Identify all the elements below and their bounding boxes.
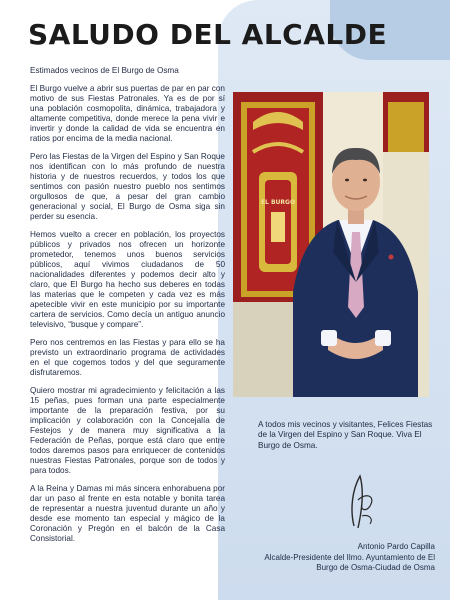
paragraph: Pero las Fiestas de la Virgen del Espino y San Roque nos identifican con lo más profundo de nuestra historia y de nuestros recuerdos, y todos los que sentimos con pasión nuestro pueblo nos sentimos orgullosos de que, a pesar del gran cambio generacional y social, El Burgo de Osma siga sin perder su esencia. [30,152,225,221]
page-title: SALUDO DEL ALCALDE [28,18,388,51]
paragraph: Hemos vuelto a crecer en población, los proyectos públicos y privados nos ofrecen un horizonte prometedor, tenemos unos buenos servicios públicos, aquí vivimos ciudadanos de 50 nacionalidades diferentes y podemos decir alto y claro, que El Burgo ha hecho sus deberes en todas las materias que le competen y cada vez es más apetecible vivir en este municipio por su importante cartera de servicios. Como decía un antiguo anuncio televisivo, “busque y compare”. [30,230,225,329]
signature-mark [340,470,380,532]
paragraph: Quiero mostrar mi agradecimiento y felicitación a las 15 peñas, pues forman una parte especialmente importante de la preparación festiva, por su implicación y colaboración con la Concejalía de Festejos y de manera muy significativa a la Federación de Peñas, porque está claro que entre todos daremos pasos para enriquecer de contenidos nuestras Fiestas Patronales, porque son de todos y para todos. [30,386,225,475]
letter-body [30,66,225,552]
mayor-photo [233,92,429,397]
banner-text: EL BURGO [260,199,296,206]
greeting: Estimados vecinos de El Burgo de Osma [30,66,179,75]
paragraph: El Burgo vuelve a abrir sus puertas de par en par con motivo de sus Fiestas Patronales. Ya es de por sí una población cosmopolita, dinámica, trabajadora y altamente competitiva, donde merece la pena vivir e invertir y donde la calidad de vida se encuentra en ratios por encima de la media nacional. [30,84,225,143]
signer-name: Antonio Pardo Capilla [357,542,435,551]
closing-message: A todos mis vecinos y visitantes, Felices Fiestas de la Virgen del Espino y San Roque. Viva El Burgo de Osma. [258,420,433,450]
paragraph: Pero nos centremos en las Fiestas y para ello se ha previsto un extraordinario programa de actividades en el que cogemos todos y del que seguramente disfrutaremos. [30,338,225,377]
signer-role: Alcalde-Presidente del Ilmo. Ayuntamiento de El Burgo de Osma-Ciudad de Osma [264,553,435,572]
paragraph: A la Reina y Damas mi más sincera enhorabuena por dar un paso al frente en esta notable y bonita tarea de representar a nuestra juventud durante un año y desde ese momento tan especial y mágico de la Coronación y Pregón en el balcón de la Casa Consistorial. [30,484,225,543]
